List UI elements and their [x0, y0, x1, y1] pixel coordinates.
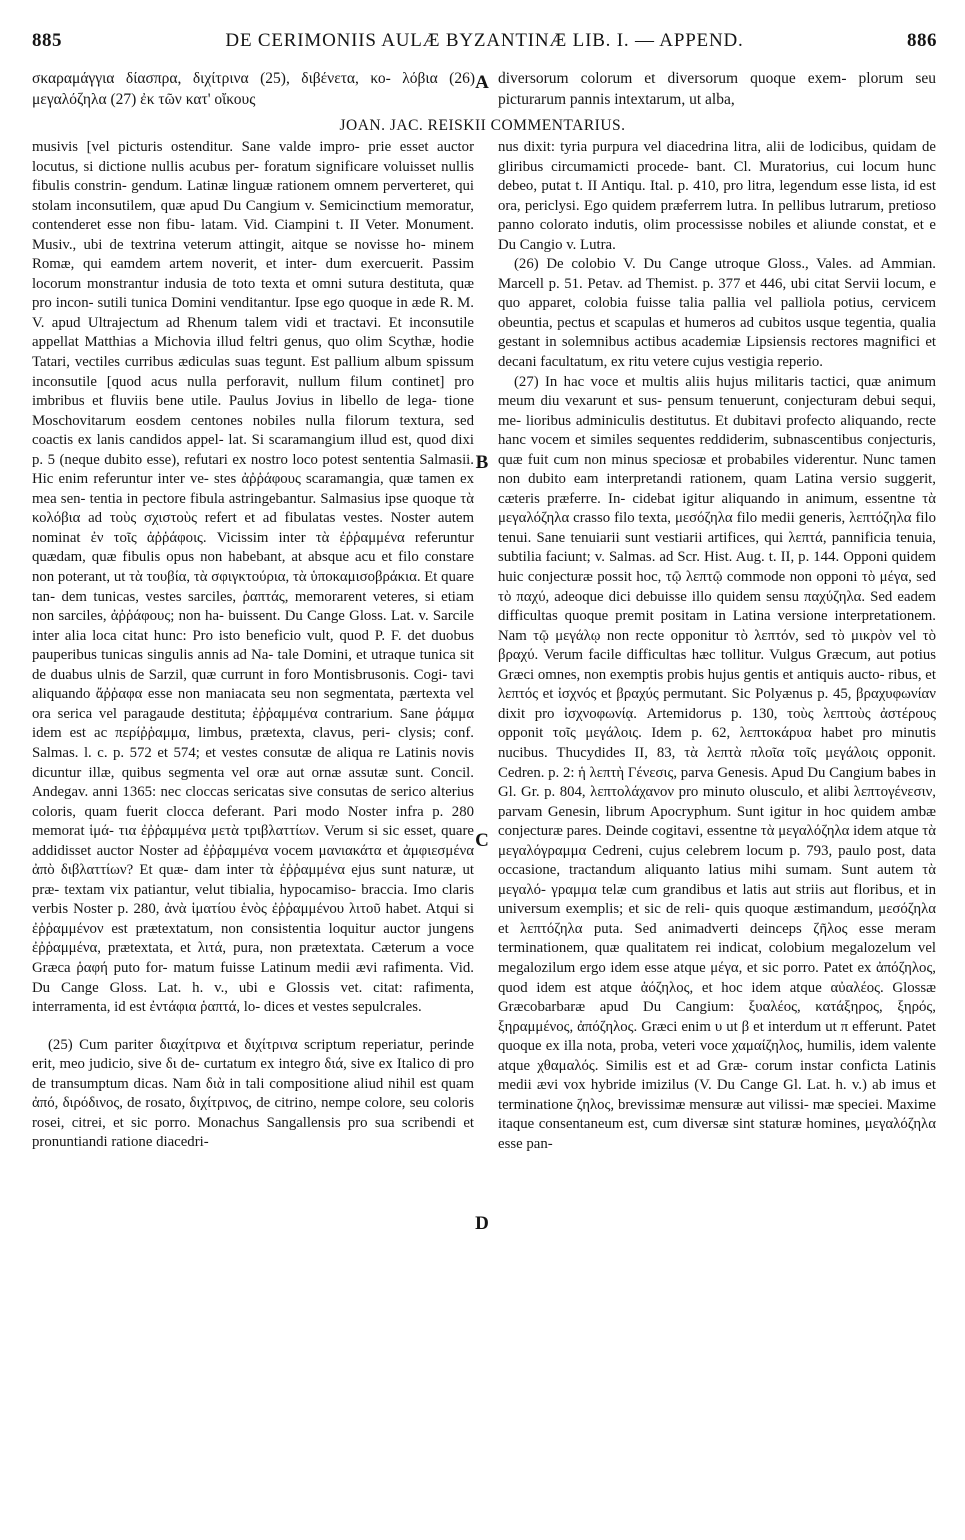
section-marker-b: B — [475, 452, 489, 473]
commentary-paragraph: musivis [vel picturis ostenditur. Sane valde impro- prie esset auctor locutus, si dictione nullis acubus per- foratum significare voluisset nullis fibulis constrin- gendum. Latinæ linguæ rationem omnem perverteret, qui stolam inconsutilem, quæ apud Du Cangium v. Semicinctium memoratur, contenderet esse non fibu- latam. Vid. Ciampini t. II Veter. Monument. Musiv., ubi de textrina veterum attingit, aitque se novisse ho- minem Romæ, qui eamdem artem noverit, et inter- dum exercuerit. Passim locorum monstrantur indusia de toto texta et omni sutura destituta, quæ pro incon- sutili tunica Domini venditantur. Ipse ego quoque in æde R. M. V. apud Ultrajectum ad Rhenum talem vidi et tractavi. Et inconsutile appellat Matthias a Michovia illud feltri genus, quo olim Scythæ, hodie Tatari, vectiles curribus ædiculas suas tegunt. Est pallium album spissum inconsutile [quod acus nulla perforavit, nullum filum continet] pro imbribus et fluviis bene utile. Paulus Jovius in libello de lega- tione Moschovitarum eosdem centones nobiles nulla filorum textura, sed coactis ex lanis candidos appel- lat. Si scaramangium illud est, quod dixi p. 5 (neque dubito esse), refutari ex nostro loco potest sententia Salmasii. Hic enim referuntur inter ve- stes ἀῤῥάφους scaramangia, quæ tamen ex mea sen- tentia in pectore fibula astringebantur. Salmasius ipse quoque τὰ κολόβια ad τοὺς σχιστοὺς refert et ad fibulatas vestes. Noster autem nominat ἐν τοῖς ἀῤῥάφοις. Vicissim inter τὰ ἐῤῥαμμένα referuntur quædam, quæ fibulis opus non habebant, at absque acu et filo constare non poterant, ut τὰ τουβία, τὰ σφιγκτούρια, τὰ ὑποκαμισοβράκια. Et quare tan- dem tunicas, vestes sarciles, ῥαπτάς, memorarent veteres, si etiam non sarciles, ἀῤῥάφους; non ha- buissent. Du Cange Gloss. Lat. v. Sarcile inter alia loca citat hunc: Pro isto beneficio vult, quod P. F. det duobus pauperibus tunicas singulis annis ad Na- tale Domini, et utraque tunica sit de duabus ulnis de Sarzil, quæ currunt in foro Montisbrusonis. Cogi- tavi aliquando ἄῤῥαφα esse non maniacata seu non segmentata, pærtexta vel ora serica vel paragaude destituta; ἐῤῥαμμένα contrarium. Sane ῥάμμα idem est ac περίῤῥαμμα, limbus, prætexta, clavus, peri- clysis; conf. Salmas. l. c. p. 572 et 574; et vestes consutæ de aliqua re Latinis novis dicuntur illæ, quibus segmenta vel oræ aut ornæ assutæ sunt. Concil. Andegav. anni 1365: nec cloccas sericatas sive consutas de serico alterius coloris, quam fuerit clocca deferant. Pari modo Noster infra p. 280 memorat ἱμά- τια ἐῤῥαμμένα μετὰ τριβλαττίων. Verum si sic esset, quare addidisset auctor Noster ad ἐῤῥαμμένα vocem μανιακάτα et ἀμφιεσμένα ἀπὸ διβλαττίων? Et quæ- dam inter τὰ ἐῤῥαμμένα ejus sunt naturæ, ut præ- textam vix patiantur, velut tibialia, hypocamiso- braccia. Imo claris verbis Noster p. 280, ἀνὰ ἱματίου ἑνὸς ἐῤῥαμμένου λιτοῦ habet. Atqui si ἐῤῥαμμένον est prætextatum, non consistentia loquitur auctor jungens ἐῤῥαμμένα, prætextata, et λιτά, pura, non prætextata. Cæterum a voce Græca ῥαφή puto for- matum fuisse Latinum medii ævi rafimenta. Vid. Du Cange Gloss. Lat. h. v., ubi e Glossis vet. citat: rafimenta, interramenta, id est ἐντάφια ῥαπτά, lo- dices et vestes sepulcrales. — [32, 139, 474, 1016]
commentary-right-column — [498, 138, 936, 1154]
section-marker-d: D — [475, 1213, 489, 1234]
page-header — [32, 30, 937, 56]
commentary-left-column — [32, 138, 474, 1153]
section-marker-a: A — [475, 72, 489, 93]
commentary-heading: JOAN. JAC. REISKII COMMENTARIUS. — [339, 117, 626, 134]
footnote-26: (26) De colobio V. Du Cange utroque Gloss., Vales. ad Ammian. Marcell p. 51. Petav. ad Themist. p. 377 et 446, ubi citat Servii locum, e quo apparet, colobia fuisse talia pallia vel palliola potius, cervicem obeuntia, pectus et scapulas et humeros ad cubitos usque tegentia, qualia gestant in solemnibus actibus academiæ Lipsiensis rectores magnifici et decani facultatum, ex ritu vetere cujus vestigia reperio. — [498, 256, 936, 371]
footnote-27: (27) In hac voce et multis aliis hujus militaris tactici, quæ animum meum diu vexarunt et sus- pensum tenuerunt, conjecturam debui sequi, me- lioribus adminiculis destitutus. Et dubitavi profecto aliquando, recte hanc vocem et similes sequentes reddiderim, subnascentibus conjecturis, quæ fuit cum non minus speciosæ et probabiles viderentur. Nunc tamen non dubito eam interpretandi rationem, quam Latina versio suggerit, cæteris præferre. In- cidebat igitur aliquando in animum, essentne τὰ μεγαλόζηλα crasso filo texta, μεσόζηλα filo medii generis, λεπτόζηλα filo tenui. Sane tenuiarii sunt vestiarii artifices, qui λεπτά, pannificia tenuia, subtilia faciunt; v. Salmas. ad Scr. Hist. Aug. t. II, p. 144. Opponi quidem huic conjecturæ possit hoc, τῷ λεπτῷ commode non opponi τὸ μέγα, sed τὸ παχύ, adeoque dici debuisse illo quidem sensu παχύζηλα. Sed eadem difficultas quoque premit positam in Latina versione interpretationem. Nam τῷ μεγάλῳ non recte opponitur τὸ λεπτόν, sed τὸ μικρὸν vel τὸ βραχύ. Verum facile difficultas hæc tollitur. Vulgus Græcum, aut potius Græci omnes, non exemptis probis hujus gentis et antiquis aucto- ribus, et λεπτός et ἰσχνός et βραχύς permutant. Sic Polyænus p. 45, βραχυφωνίαν dixit pro ἰσχνοφωνίᾳ. Artemidorus p. 130, τοὺς λεπτοὺς ἀστέρους opponit τοῖς μεγάλοις. Idem p. 62, λεπτοκάρυα habet pro minutis nucibus. Thucydides II, 83, τὰ λεπτὰ πλοῖα τοῖς μεγάλοις opponit. Cedren. p. 2: ἡ λεπτὴ Γένεσις, parva Genesis. Apud Du Cangium babes in Gl. Gr. p. 804, λεπτολάχανον pro minuto olusculo, et alibi λεπτογένεσιν, parvam Genesin, librum Apocryphum. Sunt igitur in hoc quidem ambæ conjecturæ pares. Deinde cogitavi, essentne τὰ μεγαλόζηλα idem atque τὰ μεγαλόγραμμα Cedreni, cujus celebrem locum p. 793, paulo post, data occasione, tractandum aliquanto latius mihi sumam. Sunt autem τὰ μεγαλό- γραμμα telæ cum grandibus et latis aut striis aut floribus, et in universum exemplis; et sic de reli- quis quoque æstimandum, μεσόζηλα et λεπτόζηλα puta. Sed animadverti deinceps ζῆλος esse meram terminationem, quæ qualitatem rei indicat, colobium megalozelum vel megalozilum ergo idem esse atque μέγα, et sic porro. Patet ex ἀπόζηλος, quod idem est atque ἀόζηλος, et hoc idem atque αὐαλέος. Glossæ Græcobarbaræ apud Du Cangium: ξυαλέος, κατάξηρος, ξηρός, ξηραμμένος, ἀπόζηλος. Græci enim υ ut β et interdum ut π efferunt. Patet quoque ex illa nota, proba, veteri voce χαμαίζηλος, humilis, idem valente atque χθαμαλός. Similis est et ad Græ- corum instar conficta Latinis medii ævi vox hybride imizilus (V. Du Cange Gl. Lat. h. v.) ab imus et terminatione ζηλος, brevissimæ mensuræ aut vilissi- mæ speciei. Maxime itaque consentaneum est, cum diversæ sint staturæ homines, μεγαλόζηλα esse pan- — [498, 373, 936, 1152]
section-marker-c: C — [475, 830, 489, 851]
running-title: DE CERIMONIIS AULÆ BYZANTINÆ LIB. I. — APPEND. — [225, 30, 744, 51]
footnote-25: (25) Cum pariter διαχίτρινα et διχίτρινα scriptum reperiatur, perinde erit, meo judicio, sive δι de- curtatum ex integro διά, sive ex Italico di pro de transumptum dicas. Nam διὰ in tali compositione aliud nihil est quam ἀπό, διρόδινος, de rosato, διχίτρινος, de citrino, nempe colore, seu coloris rosei, citrei, et sic porro. Monachus Sangallensis pro sua scribendi et pronuntiandi ratione diacedri- — [32, 1036, 474, 1151]
page-number-left: 885 — [32, 30, 62, 51]
greek-text-fragment: σκαραμάγγια δίασπρα, διχίτρινα (25), διβένετα, κο- λόβια (26) μεγαλόζηλα (27) ἐκ τῶν κατ' οἴκους — [32, 70, 475, 108]
commentary-paragraph: nus dixit: tyria purpura vel diacedrina litra, alii de lodicibus, quidam de gliribus circumamicti procede- bant. Cl. Muratorius, cui locum hunc debeo, putat t. II Antiqu. Ital. p. 410, pro litra, legendum esse lista, id est ora, periclysi. Ego quidem præferrem lutra. In pellibus lutrarum, pretioso panno colorato indutis, olim processisse nobiles et aliunde constat, et e Du Cangio v. Lutra. — [498, 139, 936, 253]
page-number-right: 886 — [907, 30, 937, 51]
latin-translation-fragment: diversorum colorum et diversorum quoque exem- plorum seu picturarum pannis intextarum, ut alba, — [498, 70, 936, 108]
